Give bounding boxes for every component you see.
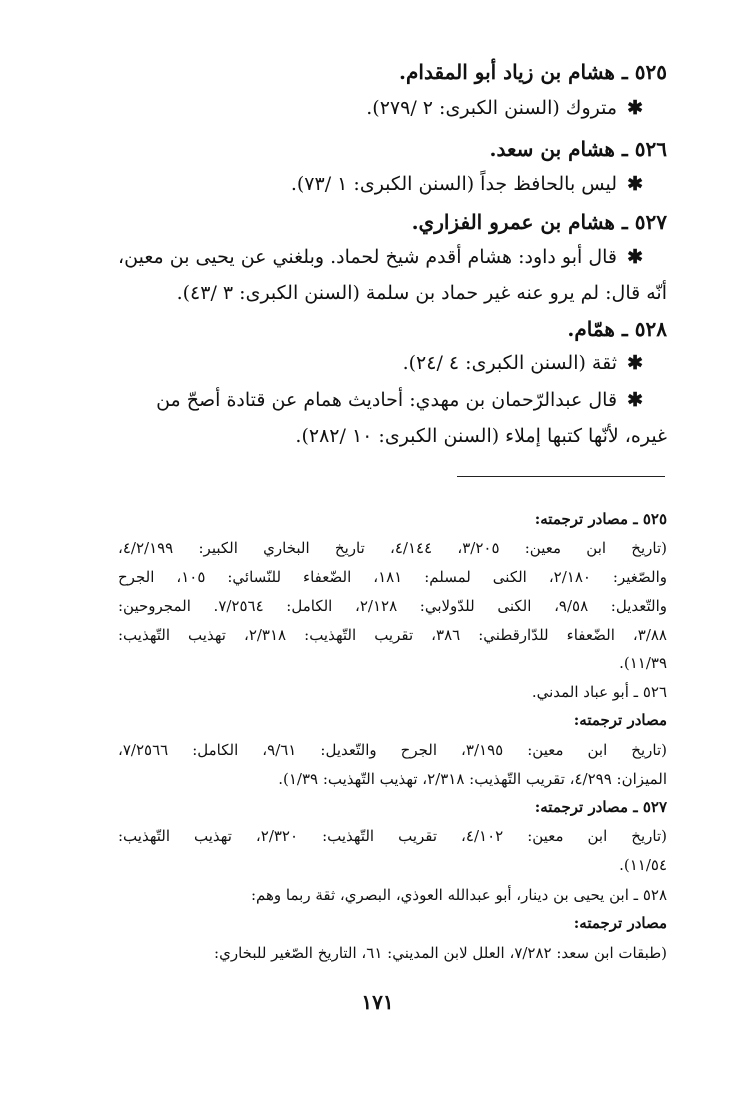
entry-number: ٥٢٧ (634, 210, 667, 234)
asterisk-icon: ✱ (627, 246, 643, 268)
entry-528-note-2 (156, 389, 643, 411)
footnote-527-line: (تاريخ ابن معين: ٤/١٠٢، تقريب التّهذيب: ٢/٣٢٠، تهذيب التّهذيب: (118, 827, 667, 845)
note-text: متروك (السنن الكبرى: ٢ /٢٧٩). (366, 97, 618, 119)
entry-527-heading: ٥٢٧ ـ هشام بن عمرو الفزاري. (411, 210, 667, 234)
entry-name: هشام بن سعد. (489, 137, 615, 161)
note-text: ليس بالحافظ جداً (السنن الكبرى: ١ /٧٣). (290, 173, 618, 195)
footnote-526-subheading: مصادر ترجمته: (573, 711, 667, 729)
footnote-526-line: (تاريخ ابن معين: ٣/١٩٥، الجرح والتّعديل: ٩/٦١، الكامل: ٧/٢٥٦٦، (118, 741, 668, 759)
entry-526-note (291, 173, 643, 195)
entry-name: هشام بن عمرو الفزاري. (411, 210, 615, 234)
entry-527-note-cont (177, 282, 667, 304)
entry-526-heading: ٥٢٦ ـ هشام بن سعد. (489, 137, 667, 161)
footnote-528-line: (طبقات ابن سعد: ٧/٢٨٢، العلل لابن المديني: ٦١، التاريخ الصّغير للبخاري: (214, 944, 667, 962)
entry-525-note (366, 97, 643, 119)
footnote-525-line: (تاريخ ابن معين: ٣/٢٠٥، ٤/١٤٤، تاريخ البخاري الكبير: ٤/٢/١٩٩، (118, 539, 667, 557)
note-text: غيره، لأنّها كتبها إملاء (السنن الكبرى: ١٠ /٢٨٢). (295, 425, 667, 447)
footnote-525-line: والتّعديل: ٩/٥٨، الكنى للدّولابي: ٢/١٢٨، الكامل: ٧/٢٥٦٤. المجروحين: (118, 597, 667, 615)
footnote-divider (457, 476, 665, 477)
footnote-527-line: ١١/٥٤). (619, 856, 667, 874)
note-text: قال أبو داود: هشام أقدم شيخ لحماد. وبلغني عن يحيى بن معين، (118, 246, 618, 268)
note-text: قال عبدالرّحمان بن مهدي: أحاديث همام عن قتادة أصحّ من (156, 389, 618, 411)
asterisk-icon: ✱ (627, 97, 643, 119)
page-number: ١٧١ (361, 990, 394, 1014)
entry-525-heading: ٥٢٥ ـ هشام بن زياد أبو المقدام. (399, 60, 667, 84)
note-text: ثقة (السنن الكبرى: ٤ /٢٤). (402, 352, 618, 374)
footnote-525-line: والصّغير: ٢/١٨٠، الكنى لمسلم: ١٨١، الضّعفاء للنّسائي: ١٠٥، الجرح (118, 568, 667, 586)
footnote-528-subheading: مصادر ترجمته: (573, 914, 667, 932)
entry-number: ٥٢٦ (634, 137, 667, 161)
entry-528-note-2-cont (295, 425, 667, 447)
asterisk-icon: ✱ (627, 389, 643, 411)
footnote-525-line: ٣/٨٨، الضّعفاء للدّارقطني: ٣٨٦، تقريب التّهذيب: ٢/٣١٨، تهذيب التّهذيب: (118, 626, 667, 644)
footnote-527-heading: ٥٢٧ ـ مصادر ترجمته: (534, 798, 667, 816)
note-text: أنّه قال: لم يرو عنه غير حماد بن سلمة (السنن الكبرى: ٣ /٤٣). (176, 282, 667, 304)
asterisk-icon: ✱ (627, 173, 643, 195)
entry-number: ٥٢٨ (634, 317, 667, 341)
footnote-528-heading: ٥٢٨ ـ ابن يحيى بن دينار، أبو عبدالله العوذي، البصري، ثقة ربما وهم: (250, 886, 667, 904)
entry-number: ٥٢٥ (634, 60, 667, 84)
footnote-526-heading: ٥٢٦ ـ أبو عباد المدني. (531, 683, 667, 701)
footnote-525-heading: ٥٢٥ ـ مصادر ترجمته: (534, 510, 667, 528)
entry-name: همّام. (567, 317, 615, 341)
entry-528-note-1 (403, 352, 643, 374)
footnote-525-line: ١١/٣٩). (619, 654, 667, 672)
footnote-526-line: الميزان: ٤/٢٩٩، تقريب التّهذيب: ٢/٣١٨، تهذيب التّهذيب: ١/٣٩). (278, 770, 667, 788)
entry-527-note (118, 246, 643, 268)
asterisk-icon: ✱ (627, 352, 643, 374)
entry-name: هشام بن زياد أبو المقدام. (399, 60, 615, 84)
entry-528-heading: ٥٢٨ ـ همّام. (567, 317, 667, 341)
